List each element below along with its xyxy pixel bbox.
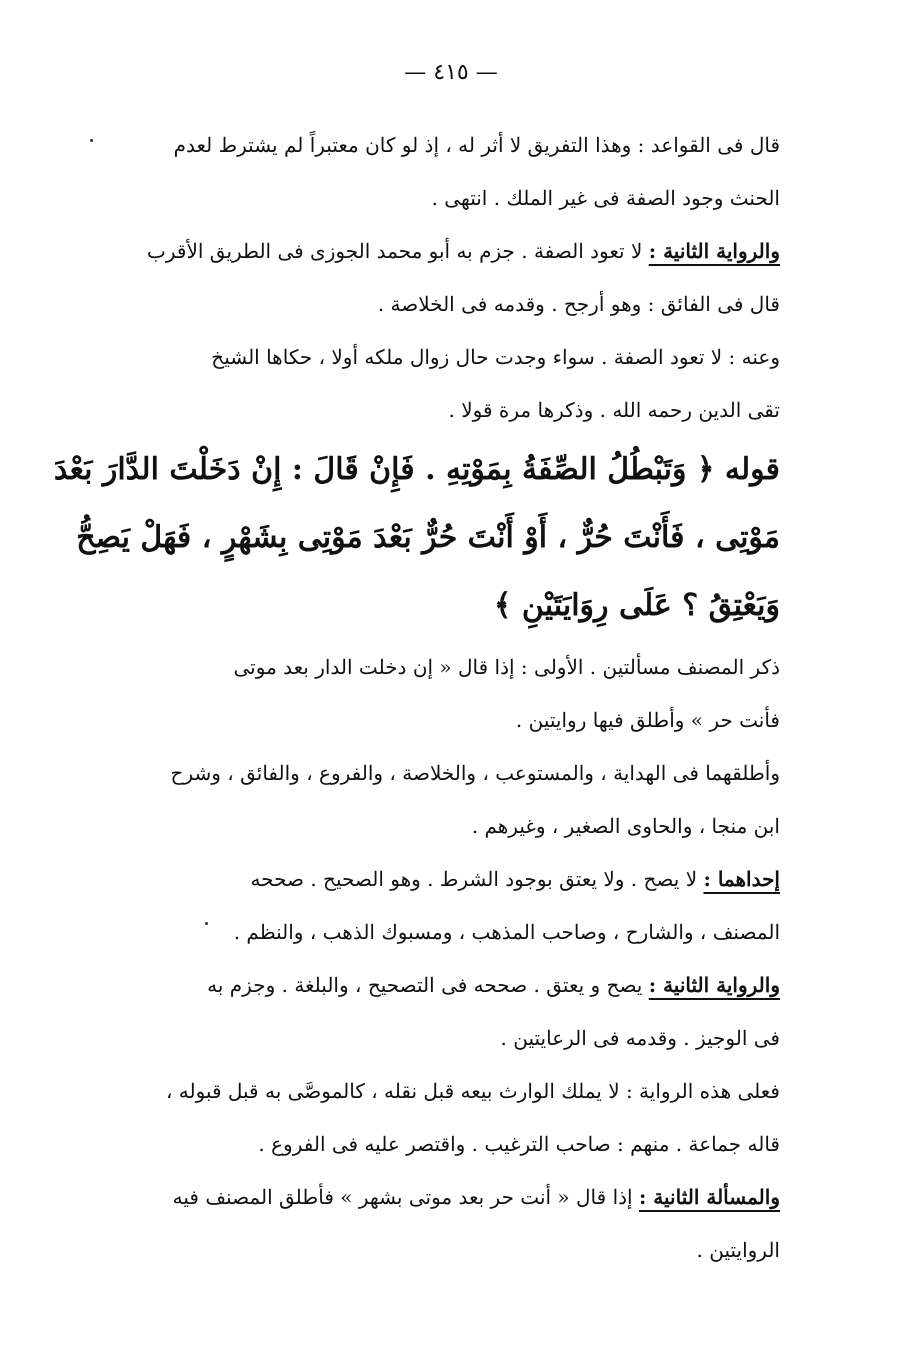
text-line bbox=[150, 1184, 780, 1237]
line-text: الروايتين . bbox=[696, 1238, 780, 1262]
line-text: لا يصح . ولا يعتق بوجود الشرط . وهو الصحيح . صححه bbox=[250, 867, 704, 891]
line-text: فعلى هذه الرواية : لا يملك الوارث بيعه قبل نقله ، كالموصَّى به قبل قبوله ، bbox=[165, 1079, 780, 1103]
line-text: فى الوجيز . وقدمه فى الرعايتين . bbox=[500, 1026, 780, 1050]
line-lead: والرواية الثانية : bbox=[648, 239, 780, 263]
text-line bbox=[150, 1237, 780, 1290]
text-line bbox=[150, 866, 780, 919]
line-text: الحنث وجود الصفة فى غير الملك . انتهى . bbox=[431, 186, 780, 210]
body-text bbox=[53, 132, 780, 1290]
quoted-text-line bbox=[76, 518, 780, 586]
line-text: قال فى القواعد : وهذا التفريق لا أثر له ، إذ لو كان معتبراً لم يشترط لعدم bbox=[173, 133, 780, 157]
line-text: فأنت حر » وأطلق فيها روايتين . bbox=[515, 708, 780, 732]
line-text: ابن منجا ، والحاوى الصغير ، وغيرهم . bbox=[471, 814, 780, 838]
line-lead: إحداهما : bbox=[703, 867, 780, 891]
line-text: المصنف ، والشارح ، وصاحب المذهب ، ومسبوك الذهب ، والنظم . bbox=[233, 920, 780, 944]
text-line bbox=[147, 238, 780, 291]
stray-mark bbox=[90, 139, 93, 142]
text-line bbox=[150, 972, 780, 1025]
line-text: يصح و يعتق . صححه فى التصحيح ، والبلغة . وجزم به bbox=[207, 973, 649, 997]
text-line bbox=[150, 1131, 780, 1184]
line-text: ذكر المصنف مسألتين . الأولى : إذا قال « إن دخلت الدار بعد موتى bbox=[233, 655, 780, 679]
quoted-text-line bbox=[150, 586, 780, 654]
text-line bbox=[150, 813, 780, 866]
quoted-text-line bbox=[53, 450, 780, 518]
text-line bbox=[150, 707, 780, 760]
text-line bbox=[150, 185, 780, 238]
line-text: قوله ﴿ وَتَبْطُلُ الصِّفَةُ بِمَوْتِهِ . فَإِنْ قَالَ : إِنْ دَخَلْتَ الدَّارَ بَعْدَ bbox=[53, 452, 780, 487]
text-line bbox=[150, 1025, 780, 1078]
text-line bbox=[150, 132, 780, 185]
line-text: إذا قال « أنت حر بعد موتى بشهر » فأطلق المصنف فيه bbox=[172, 1185, 639, 1209]
text-line bbox=[150, 919, 780, 972]
line-text: وأطلقهما فى الهداية ، والمستوعب ، والخلاصة ، والفروع ، والفائق ، وشرح bbox=[170, 761, 780, 785]
page-number: — ٤١٥ — bbox=[404, 60, 498, 85]
line-text: مَوْتِى ، فَأَنْتَ حُرٌّ ، أَوْ أَنْتَ حُرٌّ بَعْدَ مَوْتِى بِشَهْرٍ ، فَهَلْ يَصِحُّ bbox=[76, 520, 780, 555]
line-text: قال فى الفائق : وهو أرجح . وقدمه فى الخلاصة . bbox=[377, 292, 780, 316]
text-line bbox=[150, 1078, 780, 1131]
line-text: تقى الدين رحمه الله . وذكرها مرة قولا . bbox=[448, 398, 780, 422]
text-line bbox=[150, 291, 780, 344]
text-line bbox=[150, 760, 780, 813]
line-lead: والرواية الثانية : bbox=[648, 973, 780, 997]
line-text: قاله جماعة . منهم : صاحب الترغيب . واقتصر عليه فى الفروع . bbox=[258, 1132, 780, 1156]
text-line bbox=[150, 654, 780, 707]
line-text: وَيَعْتِقُ ؟ عَلَى رِوَايَتَيْنِ ﴾ bbox=[493, 588, 780, 623]
text-line bbox=[150, 344, 780, 397]
line-lead: والمسألة الثانية : bbox=[638, 1185, 780, 1209]
line-text: وعنه : لا تعود الصفة . سواء وجدت حال زوال ملكه أولا ، حكاها الشيخ bbox=[211, 345, 780, 369]
text-line bbox=[150, 397, 780, 450]
line-text: لا تعود الصفة . جزم به أبو محمد الجوزى فى الطريق الأقرب bbox=[147, 239, 649, 263]
